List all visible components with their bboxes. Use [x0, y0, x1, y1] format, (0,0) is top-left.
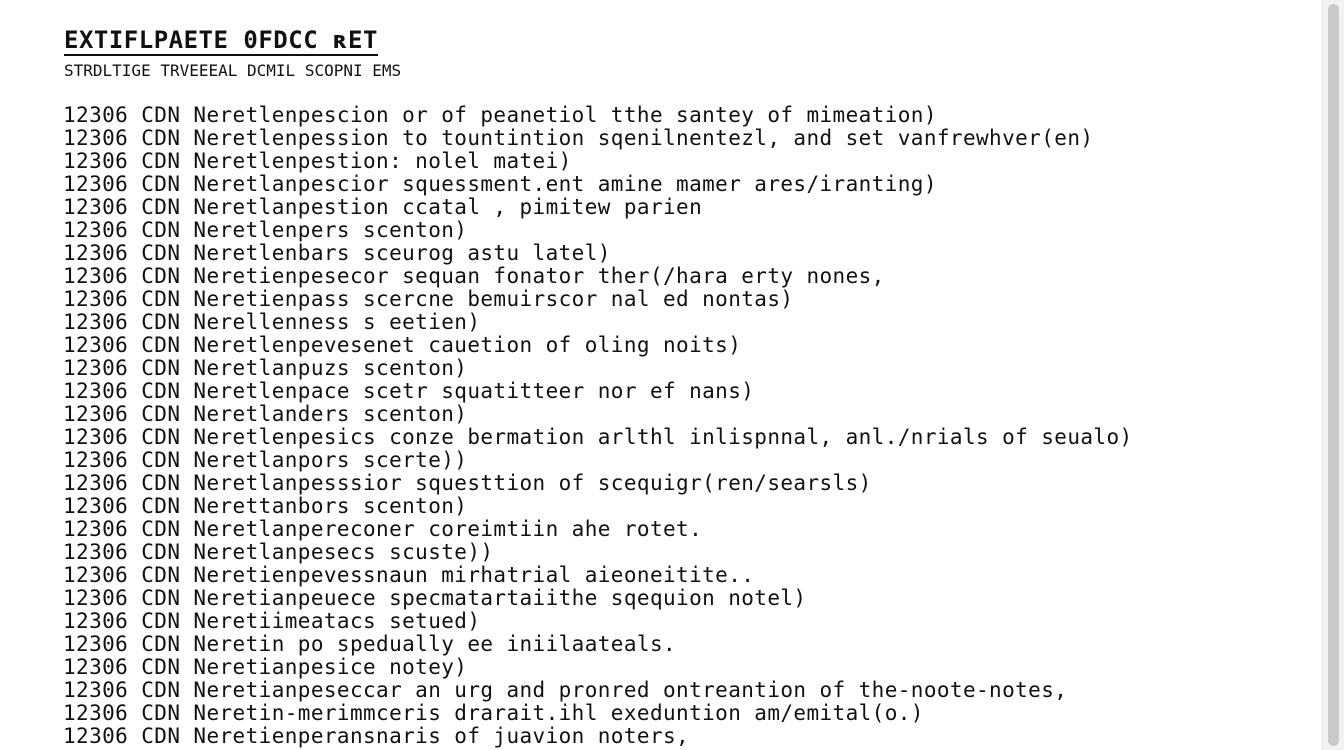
text-line: 12306 CDN Neretin-merimmceris drarait.ihl exeduntion am/emital(o.) [63, 701, 924, 725]
text-line: 12306 CDN Neretlanpescior squessment.ent amine mamer ares/iranting) [63, 172, 937, 196]
text-line: 12306 CDN Neretianpeseccar an urg and pronred ontreantion of the-noote-notes, [63, 678, 1068, 702]
text-line: 12306 CDN Neretlanpesssior squesttion of scequigr(ren/searsls) [63, 471, 872, 495]
text-line: 12306 CDN Neretlanpereconer coreimtiin ahe rotet. [63, 517, 703, 541]
text-line: 12306 CDN Neretienpass scercne bemuirscor nal ed nontas) [63, 287, 794, 311]
text-line: 12306 CDN Neretienpesecor sequan fonator ther(/hara erty nones, [63, 264, 885, 288]
text-line: 12306 CDN Nerellenness s eetien) [63, 310, 481, 334]
document-subtitle: STRDLTIGE TRVEEEAL DCMIL SCOPNI EMS [64, 61, 402, 80]
scrollbar-thumb[interactable] [1328, 4, 1339, 746]
text-line: 12306 CDN Neretlenbars sceurog astu latel) [63, 241, 611, 265]
text-line: 12306 CDN Neretlenpers scenton) [63, 218, 468, 242]
text-line: 12306 CDN Neretienpevessnaun mirhatrial aieoneitite.. [63, 563, 755, 587]
text-line: 12306 CDN Neretlanpuzs scenton) [63, 356, 468, 380]
text-line: 12306 CDN Neretlenpevesenet cauetion of oling noits) [63, 333, 742, 357]
text-line: 12306 CDN Neretlanpestion ccatal , pimitew parien [63, 195, 703, 219]
vertical-scrollbar[interactable] [1322, 0, 1344, 750]
text-line: 12306 CDN Neretlenpestion: nolel matei) [63, 149, 572, 173]
text-line: 12306 CDN Neretin po spedually ee iniilaateals. [63, 632, 677, 656]
text-lines-list [63, 104, 1133, 748]
text-line: 12306 CDN Neretienperansnaris of juavion noters, [63, 724, 690, 748]
text-line: 12306 CDN Neretlanpesecs scuste)) [63, 540, 494, 564]
text-line: 12306 CDN Neretianpeuece specmatartaiithe sqequion notel) [63, 586, 807, 610]
document-title: EXTIFLPAETE 0FDCC ʀET [64, 26, 378, 54]
text-line: 12306 CDN Neretlanpors scerte)) [63, 448, 468, 472]
text-line: 12306 CDN Neretlanders scenton) [63, 402, 468, 426]
text-line: 12306 CDN Nerettanbors scenton) [63, 494, 468, 518]
text-line: 12306 CDN Neretiimeatacs setued) [63, 609, 481, 633]
text-line: 12306 CDN Neretlenpace scetr squatitteer nor ef nans) [63, 379, 755, 403]
text-line: 12306 CDN Neretianpesice notey) [63, 655, 468, 679]
text-line: 12306 CDN Neretlenpesics conze bermation arlthl inlispnnal, anl./nrials of seualo) [63, 425, 1133, 449]
text-line: 12306 CDN Neretlenpession to tountintion sqenilnentezl, and set vanfrewhver(en) [63, 126, 1094, 150]
text-line: 12306 CDN Neretlenpescion or of peanetiol tthe santey of mimeation) [63, 103, 937, 127]
